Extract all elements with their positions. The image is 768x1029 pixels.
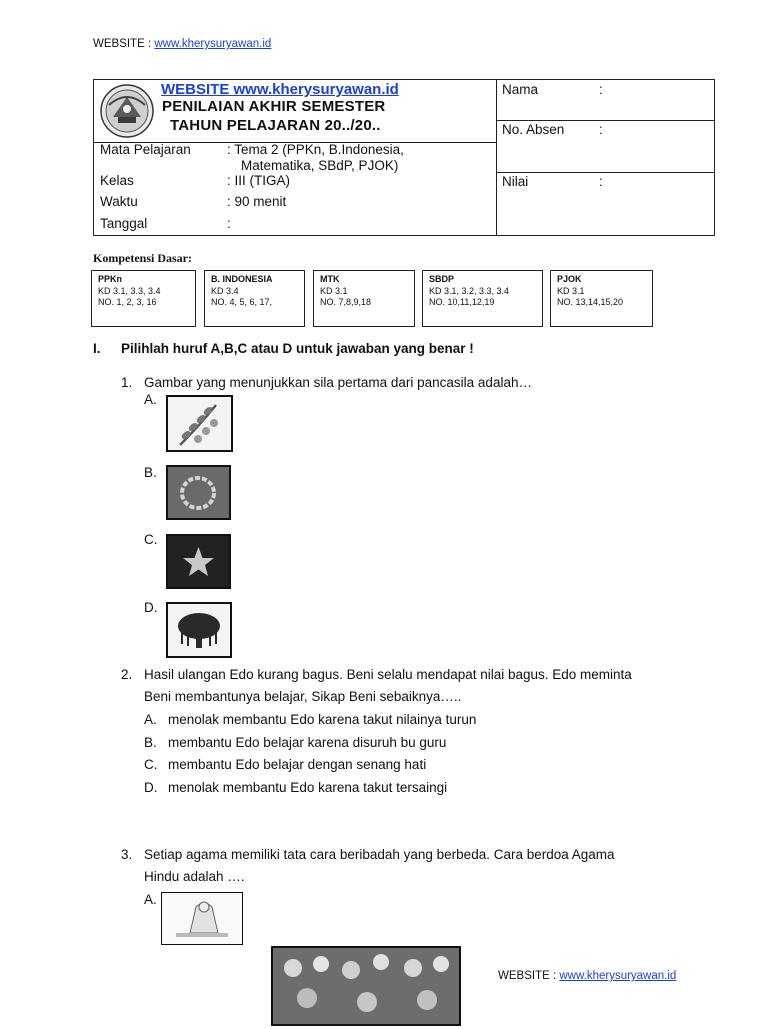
exam-info-value: : III (TIGA) xyxy=(227,173,290,188)
option-letter: C. xyxy=(144,757,158,772)
exam-info-value: : 90 menit xyxy=(227,194,287,209)
option-text: menolak membantu Edo karena takut nilainya turun xyxy=(168,712,477,727)
exam-info-label: Mata Pelajaran xyxy=(100,142,191,157)
question-3-line1: Setiap agama memiliki tata cara beribadah yang berbeda. Cara berdoa Agama xyxy=(144,847,615,862)
page-header-label: WEBSITE : xyxy=(93,38,155,50)
kd-box-kd: KD 3.4 xyxy=(211,285,239,296)
exam-header-website[interactable]: WEBSITE www.kherysuryawan.id xyxy=(161,81,399,98)
q3-option-a-image[interactable] xyxy=(161,892,243,945)
option-letter: B. xyxy=(144,735,157,750)
nama-label: Nama xyxy=(502,82,539,97)
exam-info-value: : xyxy=(227,216,231,231)
question-3-line2: Hindu adalah …. xyxy=(144,869,245,884)
crowd-praying-icon xyxy=(273,948,459,1024)
nama-field[interactable] xyxy=(496,80,714,121)
no-absen-label: No. Absen xyxy=(502,122,565,137)
kd-box-pjok xyxy=(550,270,653,327)
page-header-website xyxy=(93,38,271,50)
praying-person-icon xyxy=(162,893,242,944)
q2-option-b[interactable] xyxy=(144,735,447,750)
exam-info-label: Kelas xyxy=(100,173,134,188)
exam-info-value: : Tema 2 (PPKn, B.Indonesia, xyxy=(227,142,404,157)
option-text: membantu Edo belajar karena disuruh bu guru xyxy=(168,735,447,750)
question-1-text: Gambar yang menunjukkan sila pertama dari pancasila adalah… xyxy=(144,375,532,390)
nama-colon: : xyxy=(599,82,603,97)
kd-box-b-indonesia xyxy=(204,270,305,327)
option-text: membantu Edo belajar dengan senang hati xyxy=(168,757,427,772)
exam-title-box xyxy=(94,80,496,143)
q3-option-a-letter[interactable]: A. xyxy=(144,892,157,907)
exam-header-table xyxy=(93,79,715,236)
kd-box-heading: B. INDONESIA xyxy=(211,274,273,284)
kd-box-sbdp xyxy=(422,270,543,327)
kd-box-ppkn xyxy=(91,270,196,327)
exam-info-label: Waktu xyxy=(100,194,138,209)
page-footer-website xyxy=(498,970,676,982)
section-number: I. xyxy=(93,341,101,356)
pohon-beringin-icon xyxy=(168,604,230,656)
kd-box-no: NO. 1, 2, 3, 16 xyxy=(98,297,157,307)
question-1-number: 1. xyxy=(121,375,133,390)
nilai-colon: : xyxy=(599,174,603,189)
kd-box-kd: KD 3.1 xyxy=(557,285,585,296)
q2-option-a[interactable] xyxy=(144,712,477,727)
q1-option-d-image[interactable] xyxy=(166,602,232,658)
exam-header-right xyxy=(496,80,714,236)
kd-box-heading: PPKn xyxy=(98,274,123,284)
no-absen-field[interactable] xyxy=(496,120,714,173)
question-2-line2: Beni membantunya belajar, Sikap Beni sebaiknya….. xyxy=(144,689,462,704)
option-letter: A. xyxy=(144,712,157,727)
question-2-number: 2. xyxy=(121,667,133,682)
exam-header-left xyxy=(94,80,497,236)
page-header-link[interactable]: www.kherysuryawan.id xyxy=(154,38,272,50)
section-instruction: Pilihlah huruf A,B,C atau D untuk jawaban yang benar ! xyxy=(121,341,474,356)
q1-option-b-image[interactable] xyxy=(166,465,231,520)
no-absen-colon: : xyxy=(599,122,603,137)
kd-box-mtk xyxy=(313,270,415,327)
bintang-icon xyxy=(168,536,229,587)
kd-box-kd: KD 3.1, 3.2, 3.3, 3.4 xyxy=(429,285,510,296)
kompetensi-dasar-title: Kompetensi Dasar: xyxy=(93,251,192,265)
page-footer-link[interactable]: www.kherysuryawan.id xyxy=(559,970,677,982)
kd-box-kd: KD 3.1 xyxy=(320,285,348,296)
kd-box-no: NO. 13,14,15,20 xyxy=(557,297,624,307)
q2-option-c[interactable] xyxy=(144,757,427,772)
exam-info-value: Matematika, SBdP, PJOK) xyxy=(241,158,399,173)
q1-option-d-letter[interactable]: D. xyxy=(144,600,158,615)
q1-option-c-image[interactable] xyxy=(166,534,231,589)
exam-title-line1: PENILAIAN AKHIR SEMESTER xyxy=(162,98,386,115)
kd-box-heading: PJOK xyxy=(557,274,582,284)
rantai-icon xyxy=(168,467,229,518)
kd-box-kd: KD 3.1, 3.3, 3.4 xyxy=(98,285,161,296)
q1-option-b-letter[interactable]: B. xyxy=(144,465,157,480)
kd-box-no: NO. 7,8,9,18 xyxy=(320,297,372,307)
nilai-field[interactable] xyxy=(496,172,714,236)
option-text: menolak membantu Edo karena takut tersaingi xyxy=(168,780,448,795)
q2-option-d[interactable] xyxy=(144,780,448,795)
kd-box-heading: SBDP xyxy=(429,274,455,284)
exam-info-label: Tanggal xyxy=(100,216,148,231)
q3-option-b-image[interactable] xyxy=(271,946,461,1026)
kd-box-no: NO. 10,11,12,19 xyxy=(429,297,495,307)
q1-option-a-letter[interactable]: A. xyxy=(144,392,157,407)
question-3-number: 3. xyxy=(121,847,133,862)
kd-box-no: NO. 4, 5, 6, 17, xyxy=(211,297,273,307)
q1-option-c-letter[interactable]: C. xyxy=(144,532,158,547)
page-footer-label: WEBSITE : xyxy=(498,970,560,982)
question-2-line1: Hasil ulangan Edo kurang bagus. Beni selalu mendapat nilai bagus. Edo meminta xyxy=(144,667,632,682)
nilai-label: Nilai xyxy=(502,174,529,189)
q1-option-a-image[interactable] xyxy=(166,395,233,452)
padi-kapas-icon xyxy=(168,397,231,450)
kd-box-heading: MTK xyxy=(320,274,340,284)
exam-title-line2: TAHUN PELAJARAN 20../20.. xyxy=(170,117,381,134)
tut-wuri-handayani-logo-icon xyxy=(99,83,155,139)
option-letter: D. xyxy=(144,780,158,795)
